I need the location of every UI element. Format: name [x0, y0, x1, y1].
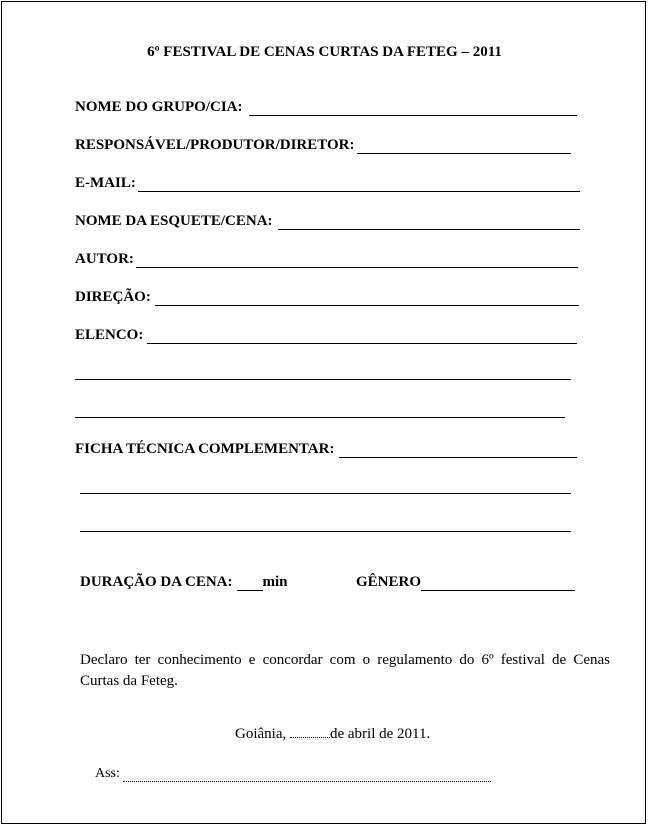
duration-label: DURAÇÃO DA CENA:	[80, 574, 233, 590]
tech-sheet-field	[75, 440, 577, 458]
form-page	[1, 1, 646, 824]
cast-extra-line-1[interactable]	[75, 379, 571, 380]
scene-name-field	[75, 212, 580, 230]
cast-label: ELENCO:	[75, 327, 144, 343]
genre-line[interactable]	[421, 576, 575, 591]
tech-sheet-line[interactable]	[339, 443, 577, 458]
author-line[interactable]	[136, 253, 578, 268]
genre-field	[356, 573, 575, 591]
cast-line[interactable]	[147, 329, 577, 344]
group-name-line[interactable]	[249, 101, 577, 116]
genre-label: GÊNERO	[356, 574, 422, 590]
signature-blank[interactable]	[123, 769, 491, 782]
declaration-text: Declaro ter conhecimento e concordar com o regulamento do 6º festival de Cenas Curtas da Feteg.	[80, 652, 610, 689]
responsible-line[interactable]	[357, 139, 571, 154]
date-suffix: de abril de 2011.	[329, 726, 431, 742]
group-name-field	[75, 98, 577, 116]
signature-line	[95, 766, 491, 782]
group-name-label: NOME DO GRUPO/CIA:	[75, 99, 243, 115]
tech-sheet-extra-line-2[interactable]	[80, 531, 571, 532]
date-prefix: Goiânia,	[235, 726, 287, 742]
author-label: AUTOR:	[75, 251, 134, 267]
email-field	[75, 174, 580, 192]
email-line[interactable]	[138, 177, 580, 192]
form-title: 6º FESTIVAL DE CENAS CURTAS DA FETEG – 2011	[147, 44, 502, 60]
direction-line[interactable]	[155, 291, 579, 306]
tech-sheet-extra-line-1[interactable]	[80, 493, 571, 494]
direction-label: DIREÇÃO:	[75, 289, 151, 305]
email-label: E-MAIL:	[75, 175, 136, 191]
scene-name-line[interactable]	[278, 215, 580, 230]
day-blank[interactable]	[290, 725, 330, 738]
duration-unit: min	[262, 574, 288, 590]
responsible-label: RESPONSÁVEL/PRODUTOR/DIRETOR:	[75, 137, 355, 153]
date-line	[235, 725, 430, 743]
cast-extra-line-2[interactable]	[75, 417, 565, 418]
signature-label: Ass:	[95, 766, 120, 781]
duration-field	[80, 573, 288, 591]
scene-name-label: NOME DA ESQUETE/CENA:	[75, 213, 273, 229]
cast-field	[75, 326, 577, 344]
author-field	[75, 250, 578, 268]
responsible-field	[75, 136, 571, 154]
tech-sheet-label: FICHA TÉCNICA COMPLEMENTAR:	[75, 441, 335, 457]
duration-line[interactable]	[237, 576, 263, 591]
direction-field	[75, 288, 579, 306]
